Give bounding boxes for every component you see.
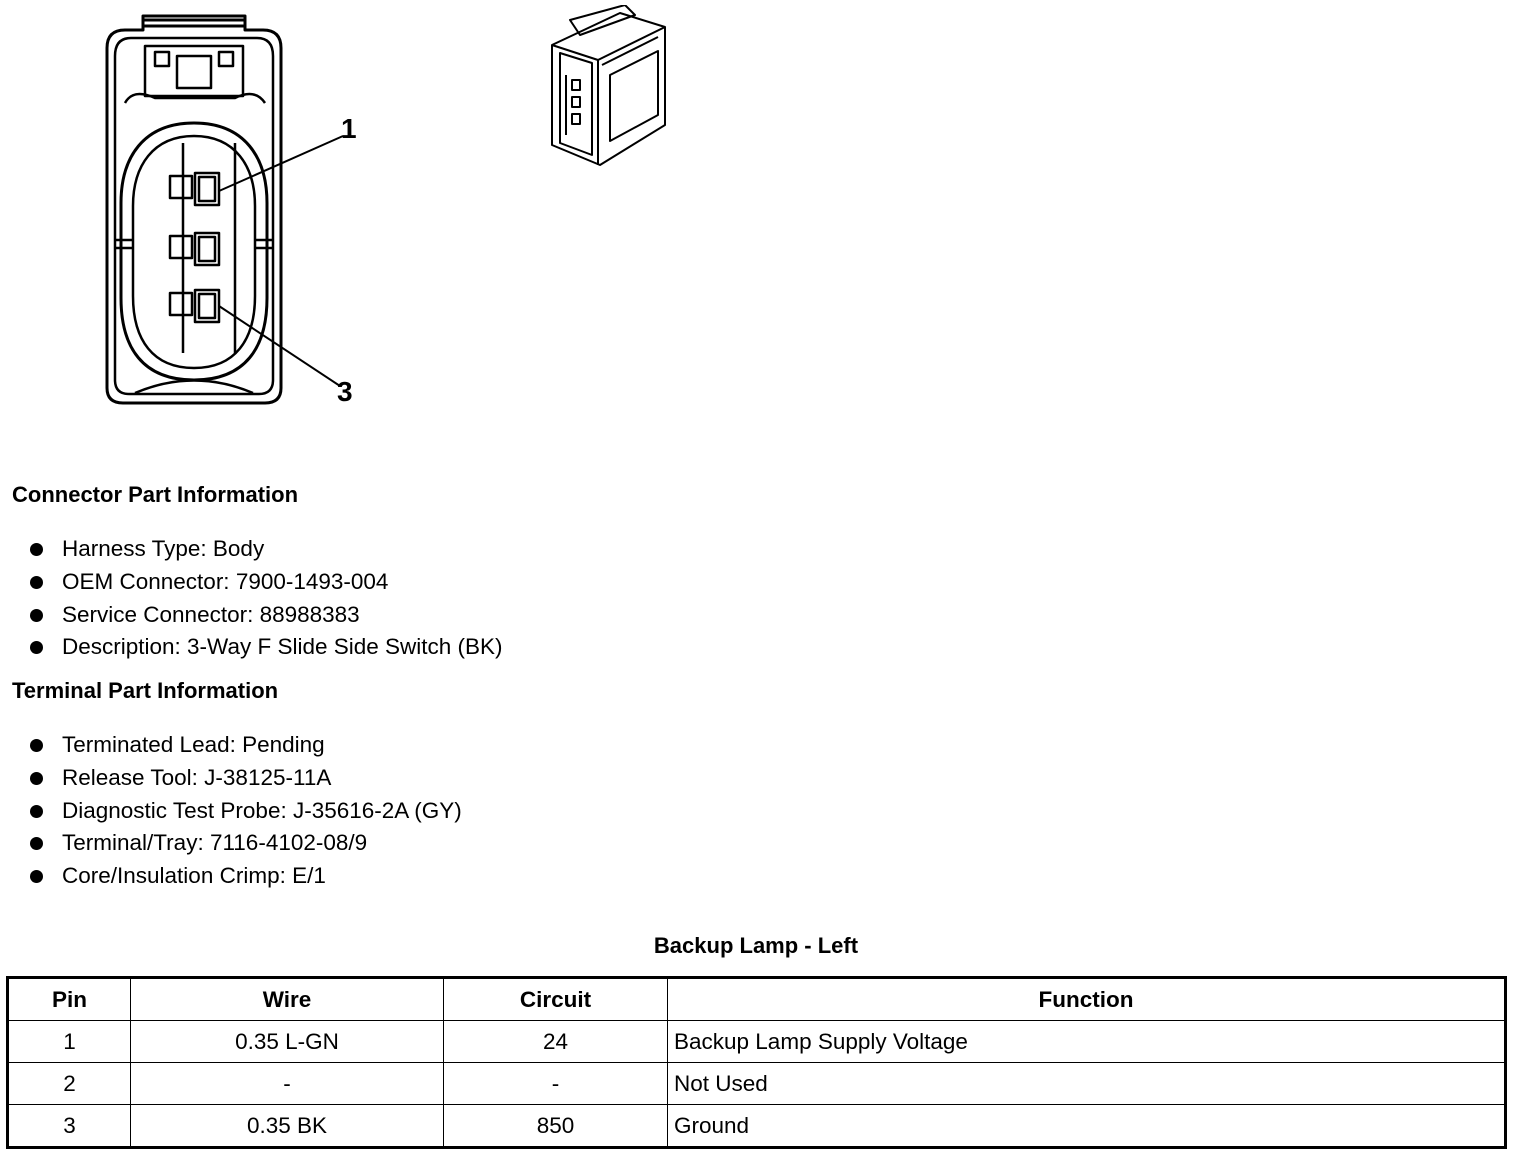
table-row [8,1021,1506,1063]
bullet-icon [30,805,43,818]
cell-pin: 1 [8,1021,131,1063]
column-header-wire: Wire [131,978,444,1021]
list-item: Terminal/Tray: 7116-4102-08/9 [0,827,462,860]
bullet-icon [30,576,43,589]
bullet-icon [30,641,43,654]
bullet-icon [30,543,43,556]
cell-circuit: - [444,1063,668,1105]
cell-function: Ground [668,1105,1506,1148]
terminal-info-heading: Terminal Part Information [12,678,279,703]
table-row [8,1063,1506,1105]
cell-function: Not Used [668,1063,1506,1105]
list-item: OEM Connector: 7900-1493-004 [0,566,503,599]
cell-circuit: 850 [444,1105,668,1148]
list-item: Description: 3-Way F Slide Side Switch (BK) [0,631,503,664]
column-header-circuit: Circuit [444,978,668,1021]
connector-info-heading: Connector Part Information [12,482,299,507]
list-item: Harness Type: Body [0,533,503,566]
bullet-icon [30,739,43,752]
terminal-info-list [0,729,462,893]
connector-front-view [95,8,370,413]
column-header-pin: Pin [8,978,131,1021]
cell-wire: 0.35 BK [131,1105,444,1148]
column-header-function: Function [668,978,1506,1021]
bullet-icon [30,870,43,883]
callout-1-label: 1 [341,113,357,144]
table-row [8,1105,1506,1148]
pinout-table [6,976,1507,1149]
bullet-icon [30,609,43,622]
cell-circuit: 24 [444,1021,668,1063]
bullet-icon [30,837,43,850]
cell-wire: 0.35 L-GN [131,1021,444,1063]
list-item: Core/Insulation Crimp: E/1 [0,860,462,893]
cell-pin: 3 [8,1105,131,1148]
table-header-row [8,978,1506,1021]
cell-wire: - [131,1063,444,1105]
list-item: Terminated Lead: Pending [0,729,462,762]
list-item: Service Connector: 88988383 [0,599,503,632]
list-item: Release Tool: J-38125-11A [0,762,462,795]
bullet-icon [30,772,43,785]
table-title: Backup Lamp - Left [653,933,859,958]
callout-3-label: 3 [337,376,353,407]
cell-function: Backup Lamp Supply Voltage [668,1021,1506,1063]
cell-pin: 2 [8,1063,131,1105]
connector-isometric-view [540,5,680,170]
list-item: Diagnostic Test Probe: J-35616-2A (GY) [0,795,462,828]
connector-info-list [0,533,503,664]
